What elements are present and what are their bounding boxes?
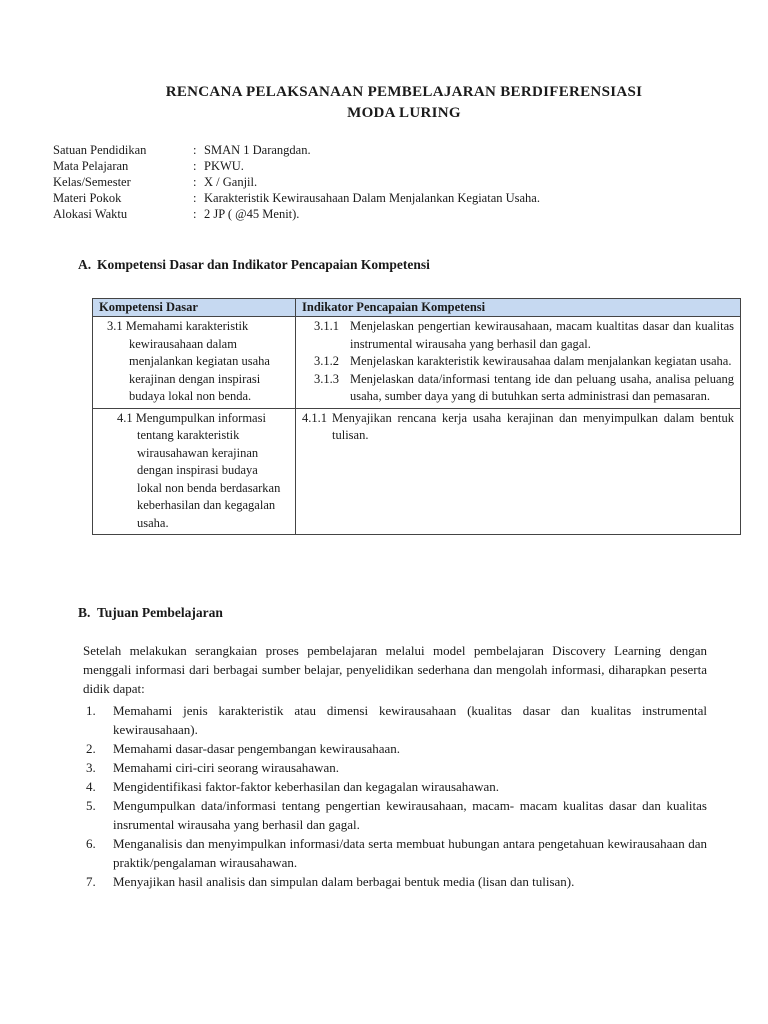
meta-row: [53, 174, 540, 190]
table-row: [93, 317, 741, 409]
goal-number: 6.: [86, 836, 96, 851]
intro-paragraph: Setelah melakukan serangkaian proses pembelajaran melalui model pembelajaran Discovery Learning dengan menggali informasi dari berbagai sumber belajar, penyelidikan sederhana dan mengolah informasi, diharapkan peserta didik dapat:: [83, 643, 707, 696]
section-b-heading: [78, 604, 223, 623]
kd-cell: [93, 317, 296, 409]
kd-text: 4.1 Mengumpulkan informasi tentang karakteristik wirausahawan kerajinan dengan inspirasi budaya lokal non benda berdasarkan keberhasilan dan kegagalan usaha.: [117, 410, 281, 530]
indicator-number: 3.1.3: [314, 371, 339, 386]
title-line-1: RENCANA PELAKSANAAN PEMBELAJARAN BERDIFERENSIASI: [165, 84, 643, 100]
learning-goals-list: [83, 701, 707, 891]
goal-number: 4.: [86, 779, 96, 794]
goal-text: Memahami dasar-dasar pengembangan kewirausahaan.: [113, 741, 401, 756]
goal-text: Menganalisis dan menyimpulkan informasi/data serta membuat hubungan antara pengetahuan kewirausahaan dan praktik/pengalaman wirausahawan.: [113, 836, 707, 870]
goal-number: 2.: [86, 741, 96, 756]
meta-colon: :: [193, 207, 197, 221]
meta-row: [53, 206, 540, 222]
indicator-item: [302, 410, 734, 445]
meta-colon: :: [193, 143, 197, 157]
meta-value: Karakteristik Kewirausahaan Dalam Menjalankan Kegiatan Usaha.: [204, 191, 540, 205]
indicator-text: Menjelaskan data/informasi tentang ide dan peluang usaha, analisa peluang usaha, sumber daya yang di butuhkan serta administrasi dan pemasaran.: [350, 371, 734, 403]
meta-row: [53, 158, 540, 174]
goal-number: 5.: [86, 798, 96, 813]
column-header: Kompetensi Dasar: [93, 299, 296, 317]
document-title: [0, 82, 768, 124]
indicator-number: 3.1.1: [314, 319, 339, 333]
indicator-number: 3.1.2: [314, 354, 339, 368]
meta-label: Satuan Pendidikan: [53, 143, 147, 157]
list-item: [83, 701, 707, 739]
indicator-text: Menjelaskan karakteristik kewirausahaa dalam menjalankan kegiatan usaha.: [350, 354, 732, 368]
indicator-number: 4.1.1: [302, 410, 327, 425]
meta-value: 2 JP ( @45 Menit).: [204, 207, 300, 221]
goal-text: Menyajikan hasil analisis dan simpulan dalam berbagai bentuk media (lisan dan tulisan).: [113, 874, 575, 889]
indicator-item: [302, 318, 734, 353]
goal-text: Memahami jenis karakteristik atau dimensi kewirausahaan (kualitas dasar dan kualitas instrumental kewirausahaan).: [113, 703, 707, 737]
list-item: [83, 777, 707, 796]
meta-colon: :: [193, 175, 197, 189]
meta-colon: :: [193, 159, 197, 173]
section-title: Tujuan Pembelajaran: [97, 605, 223, 620]
meta-label: Kelas/Semester: [53, 175, 131, 189]
indicator-cell: [296, 317, 741, 409]
goal-text: Mengumpulkan data/informasi tentang pengertian kewirausahaan, macam- macam kualitas dasar dan kualitas insrumental wirausaha yang berhasil dan gagal.: [113, 798, 707, 832]
list-item: [83, 739, 707, 758]
kd-cell: [93, 408, 296, 535]
indicator-text: Menjelaskan pengertian kewirausahaan, macam kualtitas dasar dan kualitas instrumental wirausaha yang berhasil dan gagal.: [350, 319, 734, 351]
goal-text: Mengidentifikasi faktor-faktor keberhasilan dan kegagalan wirausahawan.: [113, 779, 499, 794]
meta-colon: :: [193, 191, 197, 205]
section-letter: A.: [78, 257, 92, 272]
meta-value: SMAN 1 Darangdan.: [204, 143, 311, 157]
meta-value: PKWU.: [204, 159, 244, 173]
title-line-2: MODA LURING: [347, 105, 461, 121]
list-item: [83, 758, 707, 777]
goal-number: 1.: [86, 703, 96, 718]
meta-value: X / Ganjil.: [204, 175, 258, 189]
table-row: [93, 408, 741, 535]
table-header-row: [93, 299, 741, 317]
indicator-text: Menyajikan rencana kerja usaha kerajinan dan menyimpulkan dalam bentuk tulisan.: [332, 410, 734, 442]
meta-label: Materi Pokok: [53, 191, 122, 205]
column-header: Indikator Pencapaian Kompetensi: [296, 299, 741, 317]
list-item: [83, 834, 707, 872]
indicator-item: [302, 353, 734, 371]
meta-row: [53, 142, 540, 158]
metadata-block: [53, 142, 540, 222]
section-letter: B.: [78, 605, 91, 620]
goal-text: Memahami ciri-ciri seorang wirausahawan.: [113, 760, 339, 775]
goal-number: 3.: [86, 760, 96, 775]
goal-number: 7.: [86, 874, 96, 889]
competency-table: [92, 298, 741, 535]
meta-label: Alokasi Waktu: [53, 207, 128, 221]
list-item: [83, 872, 707, 891]
section-a-heading: [78, 256, 430, 275]
indicator-cell: [296, 408, 741, 535]
section-title: Kompetensi Dasar dan Indikator Pencapaian Kompetensi: [97, 257, 430, 272]
indicator-item: [302, 371, 734, 406]
kd-text: 3.1 Memahami karakteristik kewirausahaan dalam menjalankan kegiatan usaha kerajinan dengan inspirasi budaya lokal non benda.: [107, 319, 270, 403]
list-item: [83, 796, 707, 834]
meta-row: [53, 190, 540, 206]
meta-label: Mata Pelajaran: [53, 159, 129, 173]
